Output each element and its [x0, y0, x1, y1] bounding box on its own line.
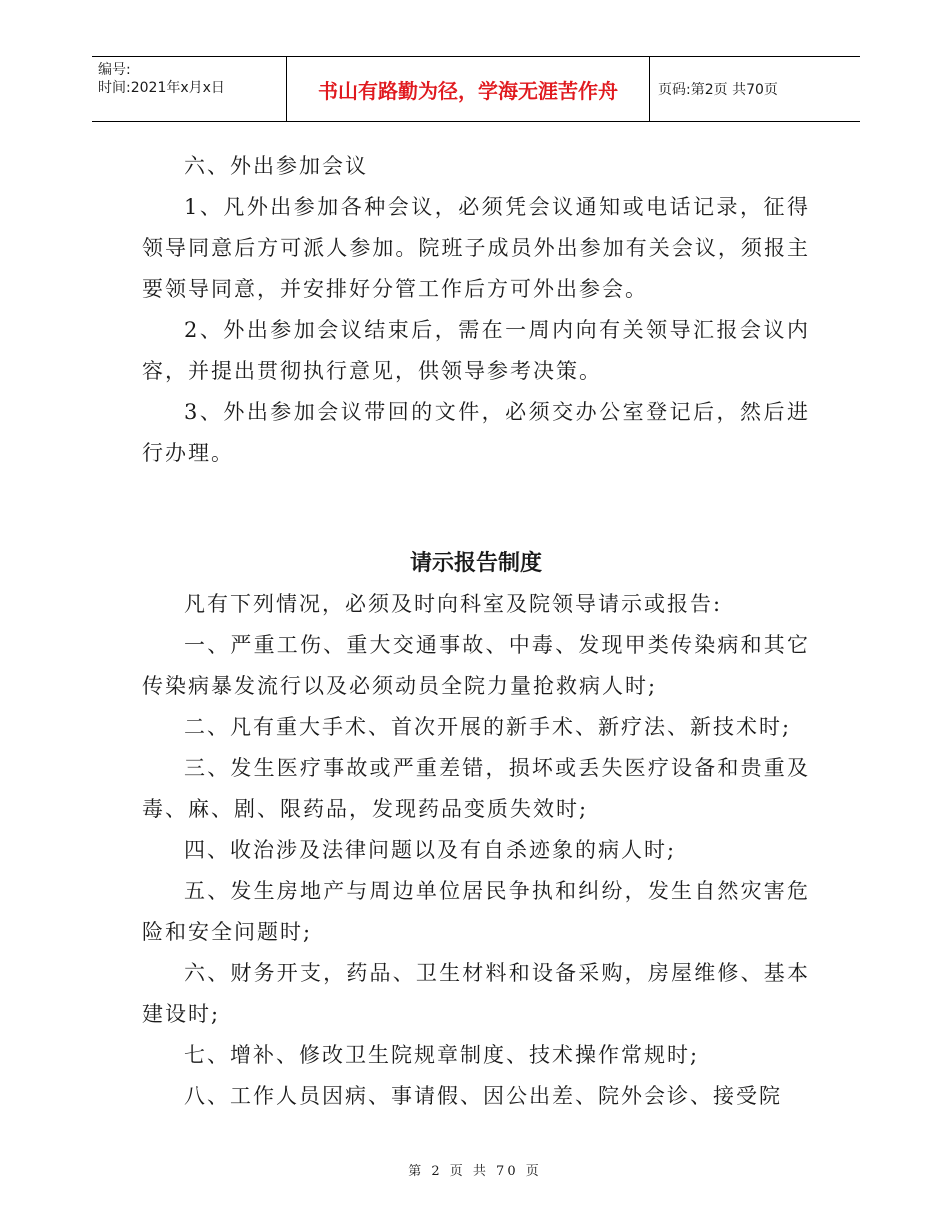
page-header [92, 56, 860, 122]
paragraph: 一、严重工伤、重大交通事故、中毒、发现甲类传染病和其它传染病暴发流行以及必须动员全院力量抢救病人时; [142, 633, 810, 698]
number-label: 编号: [98, 62, 131, 78]
paragraph: 五、发生房地产与周边单位居民争执和纠纷，发生自然灾害危险和安全问题时; [142, 879, 810, 944]
page-footer: 第 2 页 共 70 页 [408, 1164, 542, 1179]
paragraph: 七、增补、修改卫生院规章制度、技术操作常规时; [184, 1043, 700, 1067]
section-title: 请示报告制度 [409, 551, 542, 576]
paragraph: 六、财务开支，药品、卫生材料和设备采购，房屋维修、基本建设时; [142, 961, 810, 1026]
header-page-info: 页码:第2页 共70页 [658, 82, 778, 98]
paragraph: 3、外出参加会议带回的文件，必须交办公室登记后，然后进行办理。 [142, 400, 810, 465]
paragraph: 四、收治涉及法律问题以及有自杀迹象的病人时; [184, 838, 677, 862]
time-label: 时间:2021年x月x日 [98, 80, 225, 96]
paragraph: 三、发生医疗事故或严重差错，损坏或丢失医疗设备和贵重及毒、麻、剧、限药品，发现药品变质失效时; [142, 756, 810, 821]
section-heading-meetings: 六、外出参加会议 [184, 154, 368, 178]
paragraph: 二、凡有重大手术、首次开展的新手术、新疗法、新技术时; [184, 715, 792, 739]
paragraph: 八、工作人员因病、事请假、因公出差、院外会诊、接受院 [184, 1084, 782, 1108]
header-meta [92, 57, 286, 121]
paragraph: 凡有下列情况，必须及时向科室及院领导请示或报告: [184, 592, 723, 616]
paragraph: 2、外出参加会议结束后，需在一周内向有关领导汇报会议内容，并提出贯彻执行意见，供领导参考决策。 [142, 318, 810, 383]
header-motto: 书山有路勤为径，学海无涯苦作舟 [286, 57, 650, 121]
document-body [142, 146, 810, 1117]
paragraph: 1、凡外出参加各种会议，必须凭会议通知或电话记录，征得领导同意后方可派人参加。院班子成员外出参加有关会议，须报主要领导同意，并安排好分管工作后方可外出参会。 [142, 195, 810, 301]
